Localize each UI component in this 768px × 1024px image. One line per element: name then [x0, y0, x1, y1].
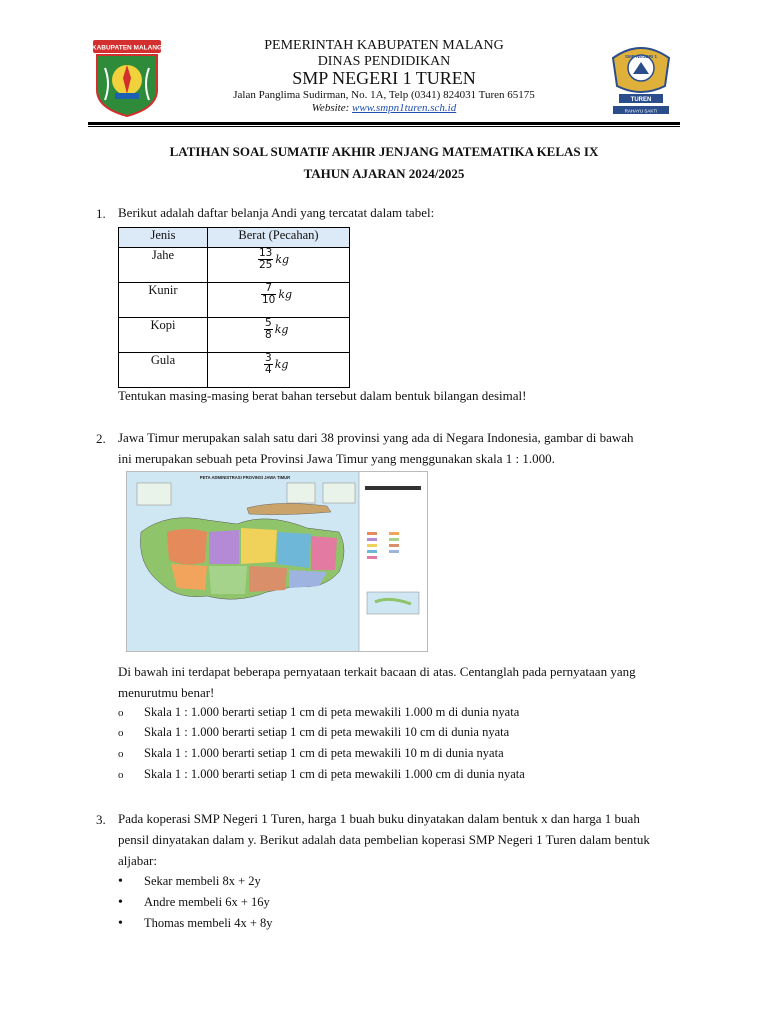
- item-name: Kopi: [119, 318, 208, 353]
- option-label: Skala 1 : 1.000 berarti setiap 1 cm di peta mewakili 10 cm di dunia nyata: [144, 725, 510, 739]
- q2-number: 2.: [96, 431, 106, 446]
- q2-option-3[interactable]: [118, 746, 504, 761]
- q2-line1: Jawa Timur merupakan salah satu dari 38 provinsi yang ada di Negara Indonesia, gambar di bawah: [118, 430, 634, 445]
- q3-line2: pensil dinyatakan dalam y. Berikut adalah data pembelian koperasi SMP Negeri 1 Turen dalam bentuk: [118, 832, 650, 847]
- fraction: [258, 248, 273, 271]
- table-header-berat: Berat (Pecahan): [208, 228, 350, 248]
- denominator: 10: [262, 294, 276, 306]
- item-name: Gula: [119, 353, 208, 388]
- unit-kg: kg: [278, 288, 293, 301]
- list-item: [118, 874, 261, 889]
- svg-text:TUREN: TUREN: [630, 97, 652, 103]
- bullet-icon: •: [118, 916, 123, 931]
- unit-kg: kg: [275, 253, 290, 266]
- q2-prompt-line1: Di bawah ini terdapat beberapa pernyataan terkait bacaan di atas. Centanglah pada pernyataan yang: [118, 664, 636, 679]
- denominator: 4: [265, 364, 272, 376]
- header-website: [170, 102, 598, 114]
- table-header-jenis: Jenis: [119, 228, 208, 248]
- option-checkbox[interactable]: o: [118, 769, 124, 781]
- fraction: [261, 283, 276, 306]
- svg-text:PETA ADMINISTRASI PROVINSI JAW: PETA ADMINISTRASI PROVINSI JAWA TIMUR: [199, 475, 291, 480]
- header-school-name: SMP NEGERI 1 TUREN: [292, 68, 476, 88]
- numerator: 7: [265, 282, 273, 294]
- header-divider-thin: [88, 126, 680, 127]
- q2-prompt-line2: menurutmu benar!: [118, 685, 215, 700]
- document-title: LATIHAN SOAL SUMATIF AKHIR JENJANG MATEMATIKA KELAS IX: [169, 144, 599, 159]
- header-divider-thick: [88, 122, 680, 125]
- bullet-icon: •: [118, 895, 123, 910]
- q1-instruction: Tentukan masing-masing berat bahan tersebut dalam bentuk bilangan desimal!: [118, 388, 527, 403]
- bullet-icon: •: [118, 874, 123, 889]
- numerator: 5: [265, 317, 272, 329]
- list-item: [118, 895, 270, 910]
- document-subtitle: TAHUN AJARAN 2024/2025: [303, 166, 465, 181]
- q2-line2: ini merupakan sebuah peta Provinsi Jawa Timur yang menggunakan skala 1 : 1.000.: [118, 451, 555, 466]
- item-name: Kunir: [119, 283, 208, 318]
- svg-text:RAHAYU SAKTI: RAHAYU SAKTI: [624, 108, 658, 114]
- website-link[interactable]: www.smpn1turen.sch.id: [352, 102, 457, 114]
- website-label: Website:: [311, 102, 350, 114]
- table-row: [119, 318, 350, 353]
- numerator: 3: [265, 352, 272, 364]
- item-weight: [208, 248, 350, 283]
- fraction: [264, 353, 273, 376]
- item-weight: [208, 353, 350, 388]
- table-header-row: [119, 228, 350, 248]
- option-label: Skala 1 : 1.000 berarti setiap 1 cm di peta mewakili 1.000 m di dunia nyata: [144, 705, 520, 719]
- svg-text:KABUPATEN MALANG: KABUPATEN MALANG: [91, 44, 163, 52]
- option-label: Skala 1 : 1.000 berarti setiap 1 cm di peta mewakili 10 m di dunia nyata: [144, 746, 504, 760]
- kabupaten-malang-logo: [91, 38, 163, 118]
- list-item-text: Sekar membeli 8x + 2y: [144, 874, 261, 888]
- east-java-map: [126, 471, 428, 652]
- denominator: 8: [265, 329, 272, 341]
- item-name: Jahe: [119, 248, 208, 283]
- denominator: 25: [259, 259, 273, 271]
- item-weight: [208, 283, 350, 318]
- header-department: DINAS PENDIDIKAN: [317, 54, 451, 69]
- q1-table: [118, 227, 350, 388]
- numerator: 13: [259, 247, 273, 259]
- option-checkbox[interactable]: o: [118, 727, 124, 739]
- option-label: Skala 1 : 1.000 berarti setiap 1 cm di peta mewakili 1.000 cm di dunia nyata: [144, 767, 525, 781]
- list-item: [118, 916, 273, 931]
- table-row: [119, 248, 350, 283]
- option-checkbox[interactable]: o: [118, 707, 124, 719]
- q3-line3: aljabar:: [118, 853, 157, 868]
- option-checkbox[interactable]: o: [118, 748, 124, 760]
- q1-intro: Berikut adalah daftar belanja Andi yang tercatat dalam tabel:: [118, 205, 435, 220]
- unit-kg: kg: [274, 358, 289, 371]
- unit-kg: kg: [274, 323, 289, 336]
- item-weight: [208, 318, 350, 353]
- q2-option-2[interactable]: [118, 725, 509, 740]
- q2-option-1[interactable]: [118, 705, 519, 720]
- q3-number: 3.: [96, 812, 106, 827]
- header-address: Jalan Panglima Sudirman, No. 1A, Telp (0341) 824031 Turen 65175: [233, 89, 535, 101]
- list-item-text: Thomas membeli 4x + 8y: [144, 916, 273, 930]
- table-row: [119, 353, 350, 388]
- q1-number: 1.: [96, 206, 106, 221]
- header-government: PEMERINTAH KABUPATEN MALANG: [264, 38, 504, 53]
- list-item-text: Andre membeli 6x + 16y: [144, 895, 270, 909]
- smpn1-turen-logo: [605, 38, 677, 118]
- q2-option-4[interactable]: [118, 767, 525, 782]
- fraction: [264, 318, 273, 341]
- q3-line1: Pada koperasi SMP Negeri 1 Turen, harga 1 buah buku dinyatakan dalam bentuk x dan harga 1 buah: [118, 811, 640, 826]
- table-row: [119, 283, 350, 318]
- svg-text:SMP NEGERI 1: SMP NEGERI 1: [625, 54, 657, 59]
